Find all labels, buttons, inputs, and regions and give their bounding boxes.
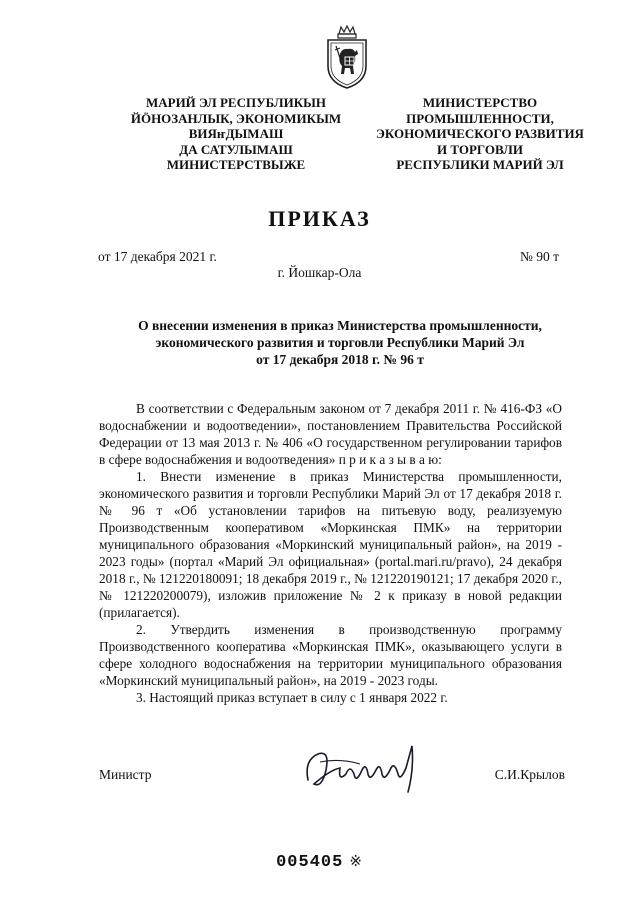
subject-line: от 17 декабря 2018 г. № 96 т xyxy=(256,352,424,367)
header-left-line: ДА САТУЛЫМАШ xyxy=(179,141,293,157)
header-left-line: МИНИСТЕРСТВЫЖЕ xyxy=(166,157,306,172)
header-left-block xyxy=(126,95,346,173)
header-right-line: РЕСПУБЛИКИ МАРИЙ ЭЛ xyxy=(396,157,564,172)
serial-number xyxy=(0,852,639,872)
body-paragraph: 1. Внести изменение в приказ Министерства промышленности, экономического развития и торговли Республики Марий Эл от 17 декабря 2018 г. № 96 т «Об установлении тарифов на питьевую воду, реализуемую Производственным кооперативом «Моркинская ПМК» на территории муниципального образования «Моркинский муниципальный район», на 2019 - 2023 годы» (портал «Марий Эл официальная» (portal.mari.ru/pravo), 24 декабря 2018 г., № 121220180091; 18 декабря 2019 г., № 121220190121; 17 декабря 2020 г., № 121220200079), изложив приложение № 2 к приказу в новой редакции (прилагается). xyxy=(99,469,562,620)
header-right-line: ПРОМЫШЛЕННОСТИ, xyxy=(406,110,554,126)
document-city: г. Йошкар-Ола xyxy=(277,265,362,280)
signer-position: Министр xyxy=(99,767,152,782)
document-subject xyxy=(100,317,580,368)
subject-line: О внесении изменения в приказ Министерства промышленности, xyxy=(138,318,542,333)
header-right-line: МИНИСТЕРСТВО xyxy=(422,95,538,110)
subject-line: экономического развития и торговли Республики Марий Эл xyxy=(155,335,525,350)
document-title: ПРИКАЗ xyxy=(268,206,371,231)
serial-number-value: 005405 xyxy=(276,853,344,872)
signer-name: С.И.Крылов xyxy=(494,767,565,782)
body-paragraph: 2. Утвердить изменения в производственную программу Производственного кооператива «Моркинская ПМК», оказывающего услуги в сфере холодного водоснабжения на территории муниципального образования «Моркинский муниципальный район», на 2019 - 2023 годы. xyxy=(99,622,562,688)
body-paragraph: 3. Настоящий приказ вступает в силу с 1 января 2022 г. xyxy=(136,690,448,705)
header-right-line: ЭКОНОМИЧЕСКОГО РАЗВИТИЯ xyxy=(376,126,584,141)
handwritten-signature xyxy=(300,740,430,800)
header-right-block xyxy=(355,95,605,173)
header-left-line: ЙӦНОЗАНЛЫК, ЭКОНОМИКЫМ xyxy=(130,110,342,126)
coat-of-arms-emblem xyxy=(322,24,372,90)
header-left-line: МАРИЙ ЭЛ РЕСПУБЛИКЫН xyxy=(145,95,327,110)
document-body xyxy=(99,400,562,706)
header-left-line: ВИЯҥДЫМАШ xyxy=(188,126,284,141)
document-number: № 90 т xyxy=(519,249,559,264)
body-paragraph: В соответствии с Федеральным законом от 7 декабря 2011 г. № 416-ФЗ «О водоснабжении и водоотведении», постановлением Правительства Российской Федерации от 13 мая 2013 г. № 406 «О государственном регулировании тарифов в сфере водоснабжения и водоотведения» п р и к а з ы в а ю: xyxy=(99,401,562,467)
serial-mark-icon: ※ xyxy=(349,852,363,870)
document-date: от 17 декабря 2021 г. xyxy=(98,249,217,264)
header-right-line: И ТОРГОВЛИ xyxy=(437,141,523,157)
